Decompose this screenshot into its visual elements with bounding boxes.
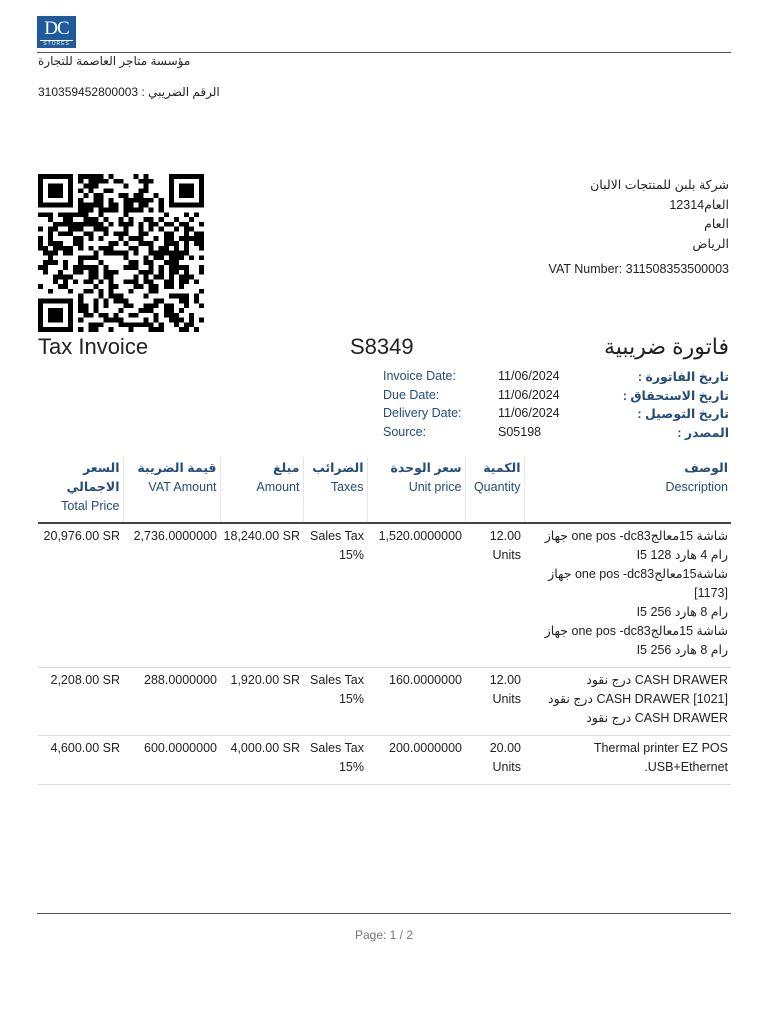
header-divider	[37, 52, 731, 53]
description-line: رام 8 هارد 256 I5	[636, 605, 728, 619]
meta-label-arabic: تاريخ الاستحقاق :	[622, 388, 729, 403]
unit-price-cell: 1,520.0000000	[367, 523, 465, 668]
vat-amount-cell: 600.0000000	[123, 736, 220, 785]
company-tax-number: 310359452800003 : الرقم الضريبي	[38, 85, 220, 99]
logo-text: DC	[44, 18, 69, 39]
column-header	[123, 457, 220, 523]
company-logo	[37, 16, 76, 48]
vat-amount-cell: 2,736.0000000	[123, 523, 220, 668]
customer-address-line: العام12314	[669, 197, 729, 212]
customer-name: شركة بلبن للمنتجات الالبان	[590, 178, 729, 192]
description-cell	[524, 523, 731, 668]
invoice-lines-table	[38, 457, 731, 785]
description-line: CASH DRAWER درج نقود	[586, 673, 728, 687]
page-number: Page: 1 / 2	[354, 928, 414, 942]
table-header-row	[38, 457, 731, 523]
unit-price-cell: 160.0000000	[367, 668, 465, 736]
meta-row	[383, 406, 731, 425]
meta-label-arabic: المصدر :	[677, 426, 729, 441]
total-price-cell: 2,208.00 SR	[38, 668, 123, 736]
column-header-english: Unit price	[408, 480, 462, 494]
unit-price-cell: 200.0000000	[367, 736, 465, 785]
meta-label-arabic: تاريخ التوصيل :	[637, 407, 729, 422]
customer-address	[590, 176, 729, 254]
column-header-english: Taxes	[330, 480, 364, 494]
column-header	[220, 457, 303, 523]
column-header-english: Quantity	[473, 480, 521, 494]
invoice-title-arabic: فاتورة ضريبية	[604, 334, 729, 359]
meta-label: Delivery Date:	[383, 406, 462, 421]
description-line: [1021] CASH DRAWER درج نقود	[548, 692, 728, 706]
meta-label-arabic: تاريخ الفاتورة :	[637, 370, 729, 384]
description-line: USB+Ethernet.	[644, 760, 728, 774]
meta-row	[383, 369, 731, 388]
customer-vat-number: VAT Number: 311508353500003	[548, 262, 729, 276]
description-line: Thermal printer EZ POS	[593, 741, 728, 755]
invoice-number: S8349	[350, 334, 414, 359]
customer-city: الرياض	[692, 236, 729, 251]
meta-label: Source:	[383, 425, 427, 440]
total-price-cell: 4,600.00 SR	[38, 736, 123, 785]
meta-value: 11/06/2024	[498, 406, 560, 421]
amount-cell: 1,920.00 SR	[220, 668, 303, 736]
qr-code-image	[38, 174, 204, 332]
invoice-title-english: Tax Invoice	[38, 334, 149, 359]
vat-amount-cell: 288.0000000	[123, 668, 220, 736]
quantity-cell: 12.00 Units	[465, 523, 524, 668]
column-header-arabic: الوصف	[684, 461, 728, 475]
column-header-arabic: قيمة الضريبة	[137, 461, 217, 475]
description-line: CASH DRAWER درج نقود	[586, 711, 728, 725]
column-header-arabic: مبلغ	[273, 461, 300, 475]
table-row	[38, 736, 731, 785]
description-line: رام 4 هارد 128 I5	[636, 548, 728, 562]
table-row	[38, 668, 731, 736]
column-header	[367, 457, 465, 523]
column-header-english: Amount	[256, 480, 300, 494]
meta-value: S05198	[498, 425, 542, 440]
meta-label: Invoice Date:	[383, 369, 456, 383]
footer-divider	[37, 913, 731, 914]
column-header	[465, 457, 524, 523]
company-name: مؤسسة متاجر العاصمة للتجارة	[38, 54, 191, 68]
description-cell	[524, 668, 731, 736]
description-line: رام 8 هارد 256 I5	[636, 643, 728, 657]
meta-row	[383, 388, 731, 407]
description-line: شاشة 15معالجone pos -dc83 جهاز	[544, 624, 728, 638]
column-header-arabic: الضرائب	[312, 461, 364, 475]
meta-value: 11/06/2024	[498, 387, 560, 402]
column-header-arabic: الكمية	[483, 461, 521, 475]
table-row	[38, 523, 731, 668]
meta-label: Due Date:	[383, 387, 440, 402]
column-header-english: VAT Amount	[148, 480, 217, 494]
column-header-english: Total Price	[61, 499, 120, 513]
logo-subtext: STORES	[40, 40, 73, 47]
column-header	[38, 457, 123, 523]
customer-address-line: العام	[704, 217, 729, 231]
description-line: شاشة15معالجone pos -dc83 جهاز [1173]	[548, 567, 728, 600]
description-line: شاشة 15معالجone pos -dc83 جهاز	[544, 529, 728, 543]
column-header-english: Description	[665, 480, 728, 494]
column-header-arabic: السعر الاجمالي	[66, 461, 120, 494]
taxes-cell: Sales Tax 15%	[303, 668, 367, 736]
column-header	[303, 457, 367, 523]
invoice-meta	[383, 369, 731, 444]
quantity-cell: 12.00 Units	[465, 668, 524, 736]
amount-cell: 4,000.00 SR	[220, 736, 303, 785]
description-cell	[524, 736, 731, 785]
amount-cell: 18,240.00 SR	[220, 523, 303, 668]
quantity-cell: 20.00 Units	[465, 736, 524, 785]
taxes-cell: Sales Tax 15%	[303, 523, 367, 668]
meta-value: 11/06/2024	[498, 369, 560, 383]
meta-row	[383, 425, 731, 444]
taxes-cell: Sales Tax 15%	[303, 736, 367, 785]
column-header	[524, 457, 731, 523]
total-price-cell: 20,976.00 SR	[38, 523, 123, 668]
column-header-arabic: سعر الوحدة	[390, 461, 462, 475]
